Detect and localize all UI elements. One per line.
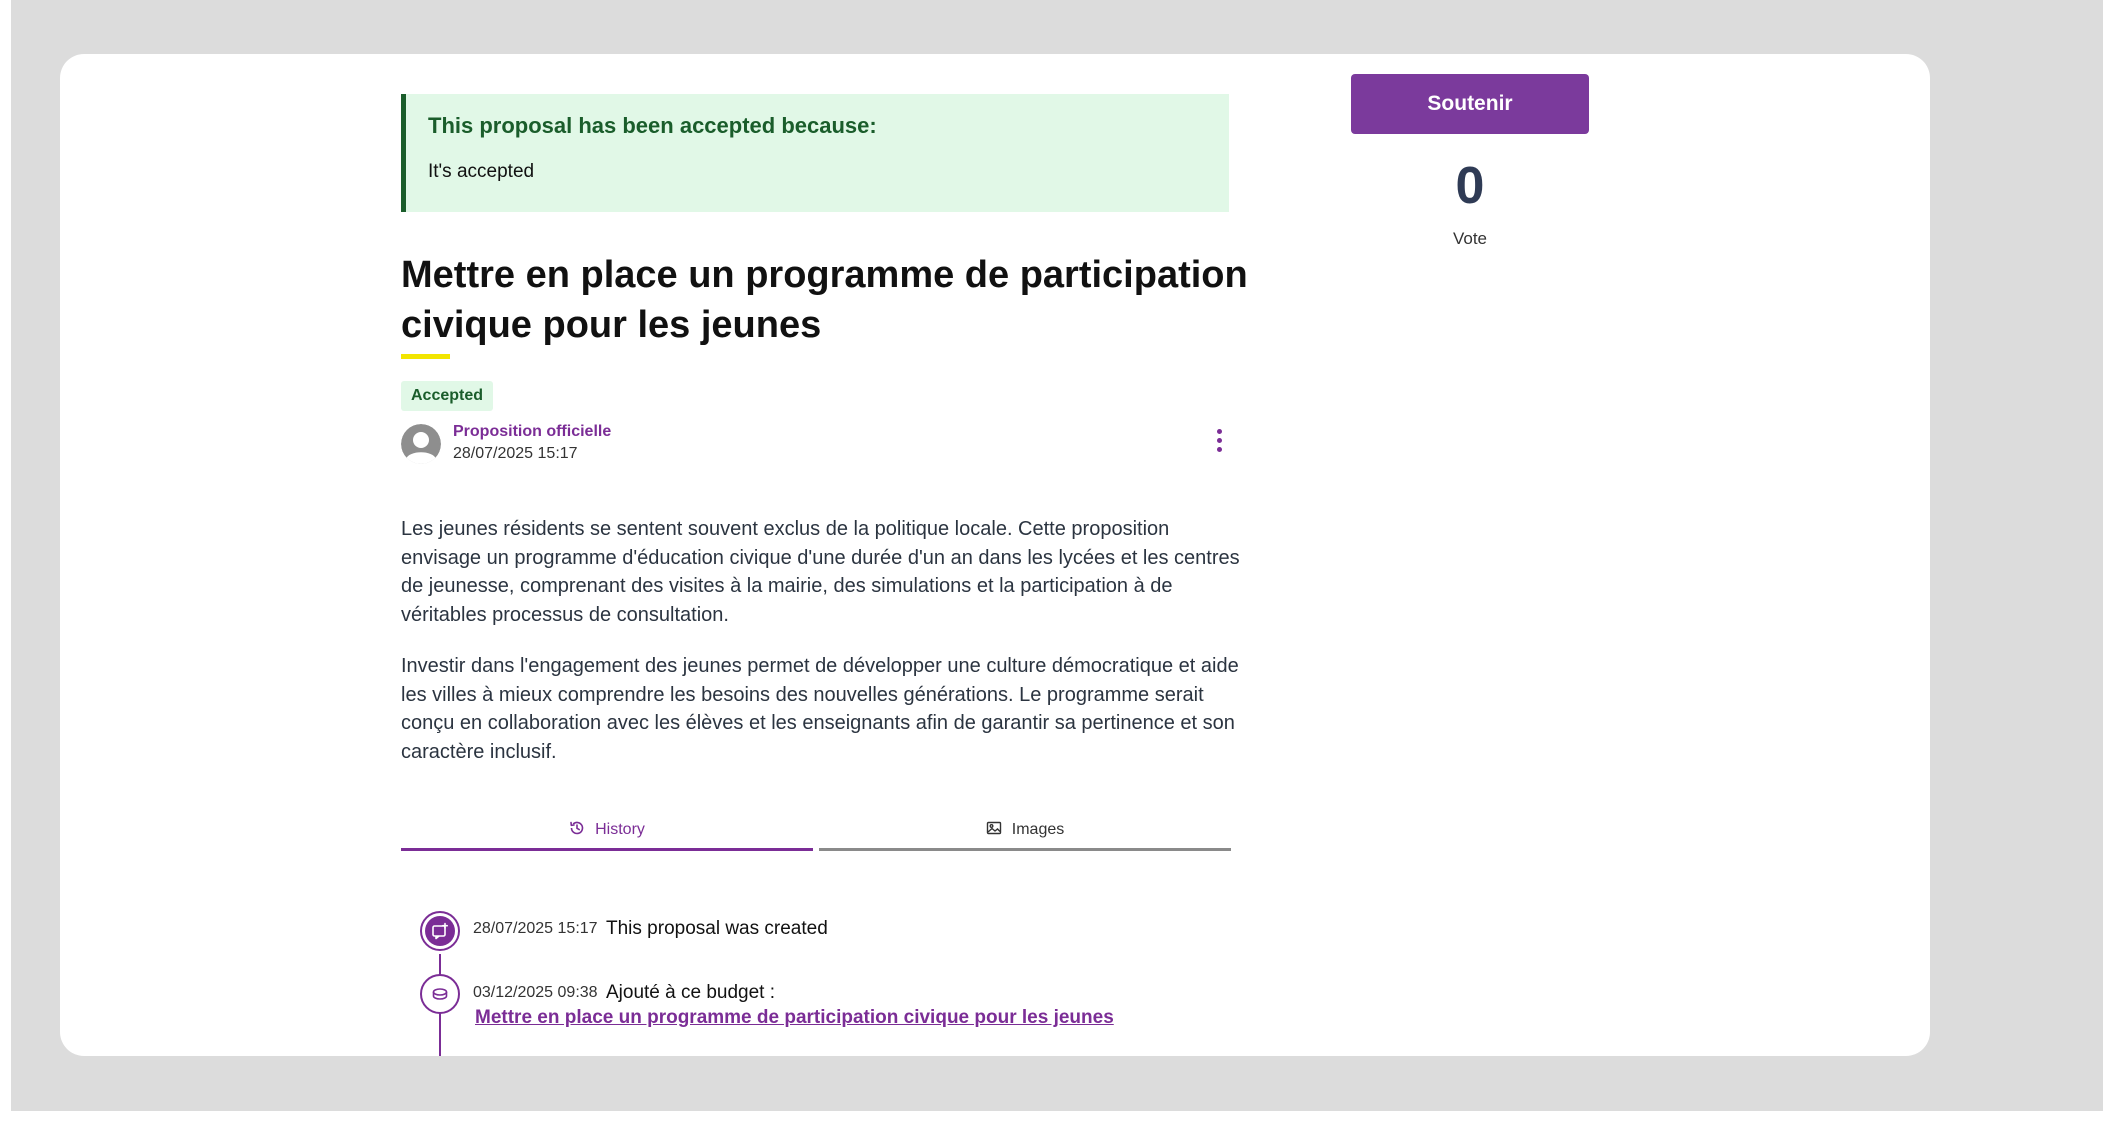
tab-images-label: Images (1011, 821, 1065, 838)
proposal-created-icon (420, 911, 460, 951)
bottom-edge (0, 1111, 2103, 1122)
proposal-paragraph: Investir dans l'engagement des jeunes permet de développer une culture démocratique et aide les villes à mieux comprendre les besoins des nouvelles générations. Le programme serait conçu en collaboration avec les élèves et les enseignants afin de garantir sa pertinence et son caractère inclusif. (401, 655, 1239, 763)
timeline-date: 28/07/2025 15:17 (473, 920, 598, 937)
support-button[interactable]: Soutenir (1351, 74, 1589, 134)
timeline-date: 03/12/2025 09:38 (473, 984, 598, 1001)
publish-date: 28/07/2025 15:17 (453, 445, 578, 462)
tab-images[interactable] (819, 812, 1231, 851)
status-badge: Accepted (401, 381, 493, 411)
timeline-text: This proposal was created (606, 918, 828, 939)
proposal-body (401, 515, 1241, 789)
timeline-text: Ajouté à ce budget : (606, 982, 776, 1003)
kebab-menu-icon[interactable] (1207, 424, 1231, 456)
content-tabs (401, 812, 1231, 850)
proposal-paragraph: Les jeunes résidents se sentent souvent exclus de la politique locale. Cette proposition envisage un programme d'éducation civique d'une durée d'un an dans les lycées et les centres de jeunesse, comprenant des visites à la mairie, des simulations et la participation à de véritables processus de consultation. (401, 518, 1240, 626)
left-edge (0, 0, 11, 1122)
budget-icon (420, 974, 460, 1014)
title-underline (401, 354, 450, 359)
accepted-notice (401, 94, 1229, 212)
history-icon (569, 820, 585, 841)
vote-label: Vote (1452, 229, 1488, 248)
budget-link[interactable]: Mettre en place un programme de participation civique pour les jeunes (475, 1007, 1114, 1028)
proposal-card (60, 54, 1930, 1056)
author-name[interactable]: Proposition officielle (453, 423, 612, 440)
accepted-notice-title: This proposal has been accepted because: (428, 113, 877, 138)
tab-history[interactable] (401, 812, 813, 851)
proposal-title: Mettre en place un programme de participation civique pour les jeunes (401, 254, 1248, 346)
image-icon (986, 820, 1002, 841)
vote-count: 0 (1455, 157, 1485, 215)
tab-history-label: History (595, 821, 645, 838)
user-avatar-icon (401, 424, 441, 464)
accepted-notice-reason: It's accepted (428, 161, 535, 182)
